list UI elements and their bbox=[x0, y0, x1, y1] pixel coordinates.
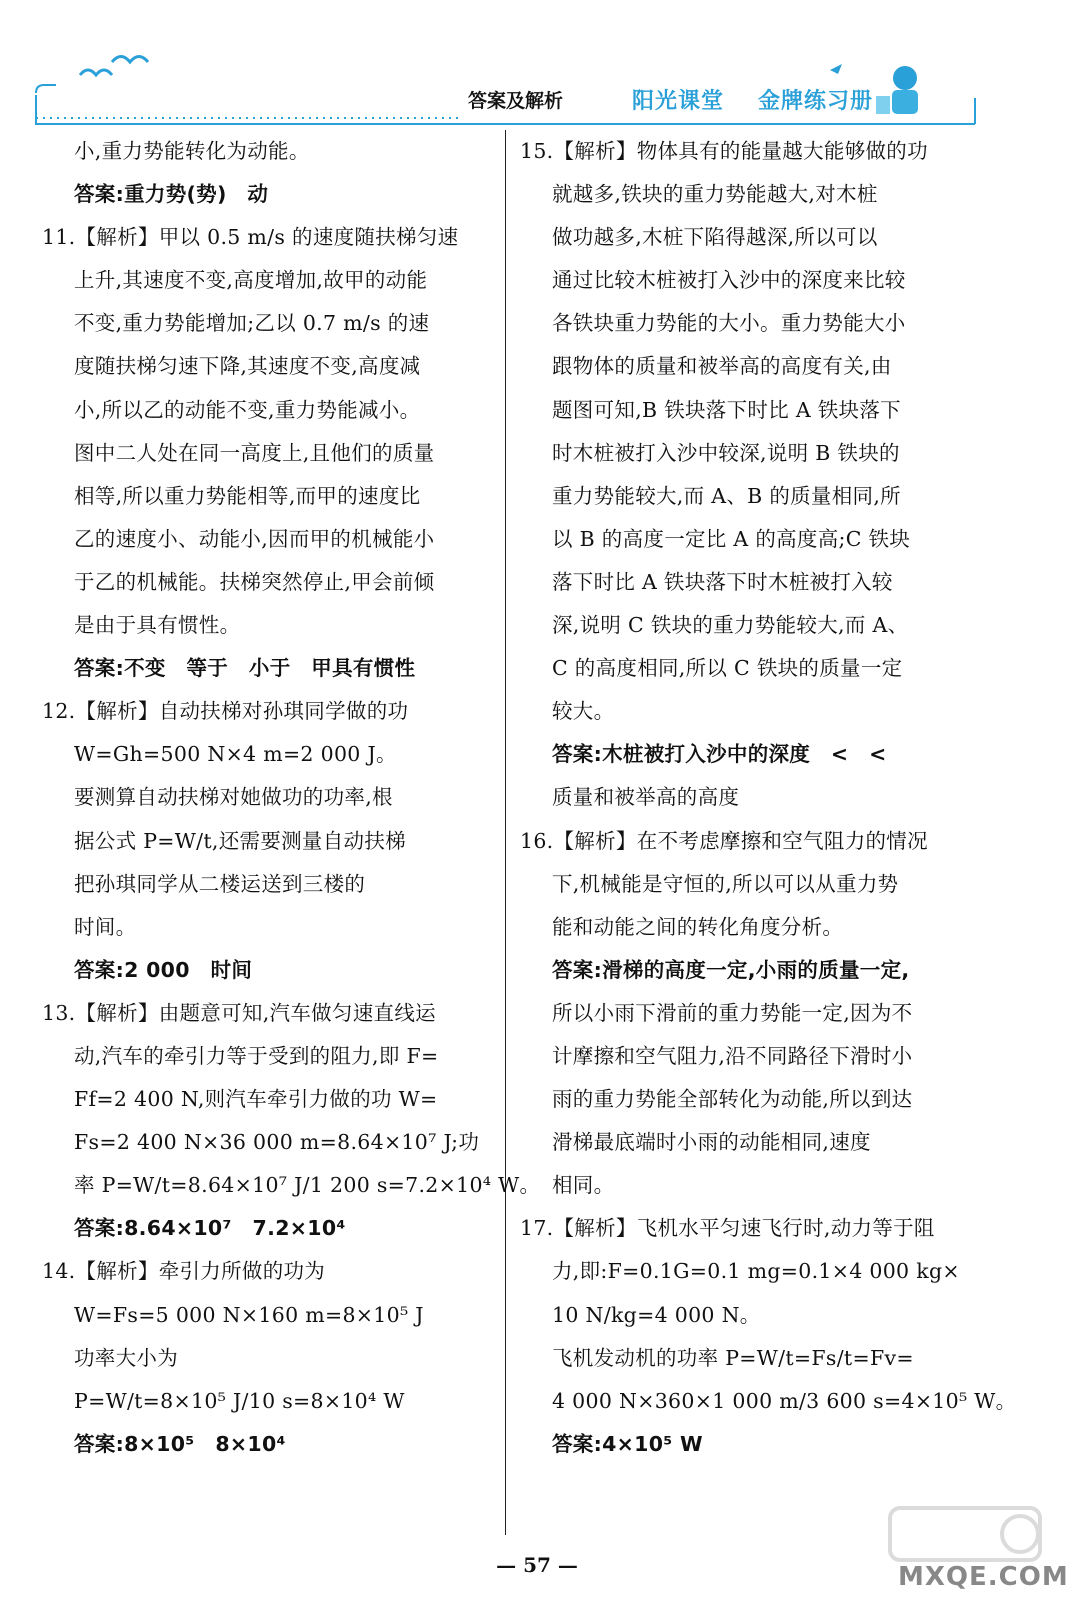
page-header bbox=[0, 0, 1074, 135]
text-line: 乙的速度小、动能小,因而甲的机械能小 bbox=[74, 526, 435, 551]
text-line: 以 B 的高度一定比 A 的高度高;C 铁块 bbox=[552, 526, 911, 551]
text-line: 率 P=W/t=8.64×10⁷ J/1 200 s=7.2×10⁴ W。 bbox=[74, 1173, 541, 1198]
text-line: 落下时比 A 铁块落下时木桩被打入较 bbox=[552, 569, 893, 594]
answer-line: 答案:不变 等于 小于 甲具有惯性 bbox=[74, 656, 416, 681]
text-line: 就越多,铁块的重力势能越大,对木桩 bbox=[552, 182, 878, 207]
bird-icon bbox=[112, 57, 148, 63]
answer-line: 答案:4×10⁵ W bbox=[552, 1431, 703, 1456]
text-line: 各铁块重力势能的大小。重力势能大小 bbox=[552, 311, 906, 336]
text-line: 相等,所以重力势能相等,而甲的速度比 bbox=[74, 483, 421, 508]
text-line: Fs=2 400 N×36 000 m=8.64×10⁷ J;功 bbox=[74, 1130, 480, 1155]
text-line: 能和动能之间的转化角度分析。 bbox=[552, 914, 844, 939]
answer-line: 答案:8.64×10⁷ 7.2×10⁴ bbox=[74, 1216, 346, 1241]
text-line: 质量和被举高的高度 bbox=[552, 785, 740, 810]
text-line: 所以小雨下滑前的重力势能一定,因为不 bbox=[552, 1000, 913, 1025]
text-line: 10 N/kg=4 000 N。 bbox=[552, 1302, 761, 1327]
left-column bbox=[42, 130, 541, 1466]
text-line: 14.【解析】牵引力所做的功为 bbox=[42, 1259, 326, 1284]
text-line: Ff=2 400 N,则汽车牵引力做的功 W= bbox=[74, 1087, 438, 1112]
text-line: 动,汽车的牵引力等于受到的阻力,即 F= bbox=[74, 1043, 439, 1068]
text-line: 17.【解析】飞机水平匀速飞行时,动力等于阻 bbox=[520, 1216, 935, 1241]
text-line: 上升,其速度不变,高度增加,故甲的动能 bbox=[74, 268, 428, 293]
text-line: 度随扶梯匀速下降,其速度不变,高度减 bbox=[74, 354, 421, 379]
text-line: 相同。 bbox=[552, 1173, 615, 1198]
text-line: 通过比较木桩被打入沙中的深度来比较 bbox=[552, 268, 906, 293]
text-line: 据公式 P=W/t,还需要测量自动扶梯 bbox=[74, 828, 406, 853]
text-line: 下,机械能是守恒的,所以可以从重力势 bbox=[552, 871, 899, 896]
text-line: 把孙琪同学从二楼运送到三楼的 bbox=[74, 871, 366, 896]
answer-line: 答案:木桩被打入沙中的深度 < < bbox=[552, 742, 887, 767]
text-line: 功率大小为 bbox=[74, 1345, 178, 1370]
text-line: 图中二人处在同一高度上,且他们的质量 bbox=[74, 440, 435, 465]
text-line: 力,即:F=0.1G=0.1 mg=0.1×4 000 kg× bbox=[552, 1259, 960, 1284]
text-line: 时间。 bbox=[74, 914, 137, 939]
text-line: 小,重力势能转化为动能。 bbox=[74, 139, 310, 163]
page-number: — 57 — bbox=[496, 1553, 578, 1577]
text-line: 滑梯最底端时小雨的动能相同,速度 bbox=[552, 1130, 871, 1155]
header-decoration bbox=[0, 0, 1074, 135]
text-line: 13.【解析】由题意可知,汽车做匀速直线运 bbox=[42, 1000, 436, 1025]
header-brand-1: 阳光课堂 bbox=[632, 89, 725, 114]
text-line: 4 000 N×360×1 000 m/3 600 s=4×10⁵ W。 bbox=[552, 1388, 1017, 1413]
text-line: 于乙的机械能。扶梯突然停止,甲会前倾 bbox=[74, 569, 435, 594]
text-line: 是由于具有惯性。 bbox=[74, 613, 241, 638]
answer-line: 答案:8×10⁵ 8×10⁴ bbox=[74, 1431, 286, 1456]
text-line: 较大。 bbox=[552, 699, 615, 724]
text-line: 做功越多,木桩下陷得越深,所以可以 bbox=[552, 225, 878, 250]
text-line: 重力势能较大,而 A、B 的质量相同,所 bbox=[552, 483, 901, 508]
text-line: 雨的重力势能全部转化为动能,所以到达 bbox=[552, 1087, 913, 1112]
text-line: 时木桩被打入沙中较深,说明 B 铁块的 bbox=[552, 440, 900, 465]
watermark-text: MXQE.COM bbox=[898, 1562, 1069, 1592]
text-line: 16.【解析】在不考虑摩擦和空气阻力的情况 bbox=[520, 828, 928, 853]
answer-line: 答案:重力势(势) 动 bbox=[74, 182, 269, 207]
answer-line: 答案:滑梯的高度一定,小雨的质量一定, bbox=[552, 957, 910, 982]
header-brand-2: 金牌练习册 bbox=[758, 89, 874, 114]
text-line: W=Fs=5 000 N×160 m=8×10⁵ J bbox=[74, 1302, 424, 1327]
text-line: 题图可知,B 铁块落下时比 A 铁块落下 bbox=[552, 397, 901, 422]
answer-line: 答案:2 000 时间 bbox=[74, 957, 253, 982]
bird-icon bbox=[80, 70, 112, 75]
right-column bbox=[520, 130, 1017, 1466]
header-label: 答案及解析 bbox=[468, 90, 564, 112]
text-line: W=Gh=500 N×4 m=2 000 J。 bbox=[74, 742, 397, 767]
text-line: P=W/t=8×10⁵ J/10 s=8×10⁴ W bbox=[74, 1388, 405, 1413]
text-line: C 的高度相同,所以 C 铁块的质量一定 bbox=[552, 656, 903, 681]
text-line: 飞机发动机的功率 P=W/t=Fs/t=Fv= bbox=[552, 1345, 914, 1370]
text-line: 12.【解析】自动扶梯对孙琪同学做的功 bbox=[42, 699, 409, 724]
text-line: 不变,重力势能增加;乙以 0.7 m/s 的速 bbox=[74, 311, 430, 336]
text-line: 11.【解析】甲以 0.5 m/s 的速度随扶梯匀速 bbox=[42, 225, 459, 250]
text-line: 15.【解析】物体具有的能量越大能够做的功 bbox=[520, 139, 928, 163]
text-line: 小,所以乙的动能不变,重力势能减小。 bbox=[74, 397, 421, 422]
text-line: 计摩擦和空气阻力,沿不同路径下滑时小 bbox=[552, 1043, 913, 1068]
text-line: 跟物体的质量和被举高的高度有关,由 bbox=[552, 354, 892, 379]
text-line: 深,说明 C 铁块的重力势能较大,而 A、 bbox=[552, 613, 909, 638]
text-line: 要测算自动扶梯对她做功的功率,根 bbox=[74, 785, 393, 810]
column-divider bbox=[505, 130, 506, 1535]
